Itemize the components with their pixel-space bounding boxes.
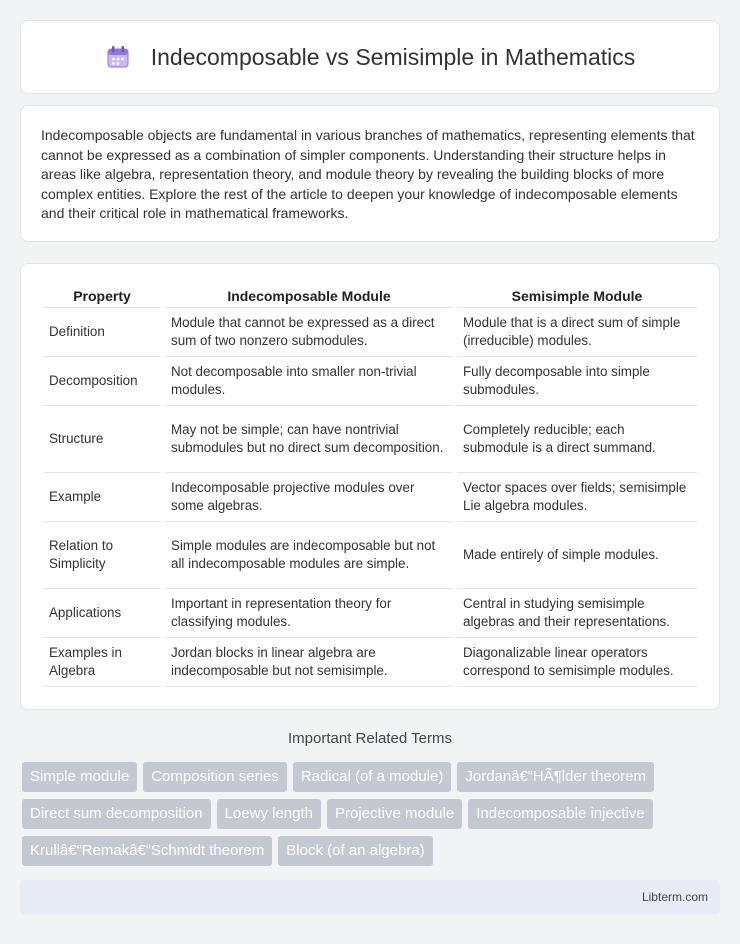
related-term-tag[interactable]: Simple module: [22, 762, 137, 792]
table-row: [43, 522, 697, 589]
related-term-tag[interactable]: Direct sum decomposition: [22, 799, 211, 829]
table-cell: Fully decomposable into simple submodules.: [457, 357, 697, 406]
related-term-tag[interactable]: Indecomposable injective: [468, 799, 652, 829]
table-cell: Definition: [43, 308, 161, 357]
comparison-table-card: [20, 263, 720, 710]
table-cell: Module that cannot be expressed as a direct sum of two nonzero submodules.: [165, 308, 453, 357]
table-cell: Applications: [43, 589, 161, 638]
table-cell: Diagonalizable linear operators correspond to semisimple modules.: [457, 638, 697, 687]
title-card: [20, 20, 720, 94]
page-title: Indecomposable vs Semisimple in Mathematics: [150, 43, 636, 70]
table-header-row: [43, 284, 697, 308]
related-term-tag[interactable]: Projective module: [327, 799, 462, 829]
table-row: [43, 357, 697, 406]
table-cell: Indecomposable projective modules over some algebras.: [165, 473, 453, 522]
table-cell: Simple modules are indecomposable but not all indecomposable modules are simple.: [165, 522, 453, 589]
table-cell: Module that is a direct sum of simple (irreducible) modules.: [457, 308, 697, 357]
related-term-tag[interactable]: Radical (of a module): [293, 762, 452, 792]
table-row: [43, 308, 697, 357]
comparison-table: [39, 284, 701, 687]
column-header: Indecomposable Module: [165, 284, 453, 308]
intro-text: Indecomposable objects are fundamental in various branches of mathematics, representing elements that cannot be expressed as a combination of simpler components. Understanding their structure helps in areas like algebra, representation theory, and module theory by revealing the building blocks of more complex entities. Explore the rest of the article to deepen your knowledge of indecomposable elements and their critical role in mathematical frameworks.: [41, 127, 695, 221]
calendar-icon: [105, 44, 131, 70]
related-terms-title: Important Related Terms: [288, 730, 452, 747]
footer: [20, 880, 720, 914]
table-cell: Central in studying semisimple algebras and their representations.: [457, 589, 697, 638]
related-term-tag[interactable]: Composition series: [143, 762, 287, 792]
table-cell: May not be simple; can have nontrivial submodules but no direct sum decomposition.: [165, 406, 453, 473]
related-term-tag[interactable]: Loewy length: [217, 799, 321, 829]
footer-site-link[interactable]: Libterm.com: [641, 890, 708, 904]
column-header: Property: [43, 284, 161, 308]
table-row: [43, 406, 697, 473]
intro-card: [20, 105, 720, 242]
related-terms-list: [22, 762, 722, 866]
related-term-tag[interactable]: Krullâ€“Remakâ€“Schmidt theorem: [22, 836, 272, 866]
table-cell: Not decomposable into smaller non-trivial modules.: [165, 357, 453, 406]
related-term-tag[interactable]: Jordanâ€“HÃ¶lder theorem: [457, 762, 654, 792]
table-cell: Example: [43, 473, 161, 522]
table-cell: Important in representation theory for classifying modules.: [165, 589, 453, 638]
table-cell: Jordan blocks in linear algebra are indecomposable but not semisimple.: [165, 638, 453, 687]
table-cell: Completely reducible; each submodule is a direct summand.: [457, 406, 697, 473]
table-row: [43, 589, 697, 638]
table-cell: Structure: [43, 406, 161, 473]
related-term-tag[interactable]: Block (of an algebra): [278, 836, 432, 866]
table-cell: Examples in Algebra: [43, 638, 161, 687]
table-cell: Vector spaces over fields; semisimple Lie algebra modules.: [457, 473, 697, 522]
table-row: [43, 473, 697, 522]
table-cell: Relation to Simplicity: [43, 522, 161, 589]
table-cell: Decomposition: [43, 357, 161, 406]
table-cell: Made entirely of simple modules.: [457, 522, 697, 589]
table-row: [43, 638, 697, 687]
column-header: Semisimple Module: [457, 284, 697, 308]
